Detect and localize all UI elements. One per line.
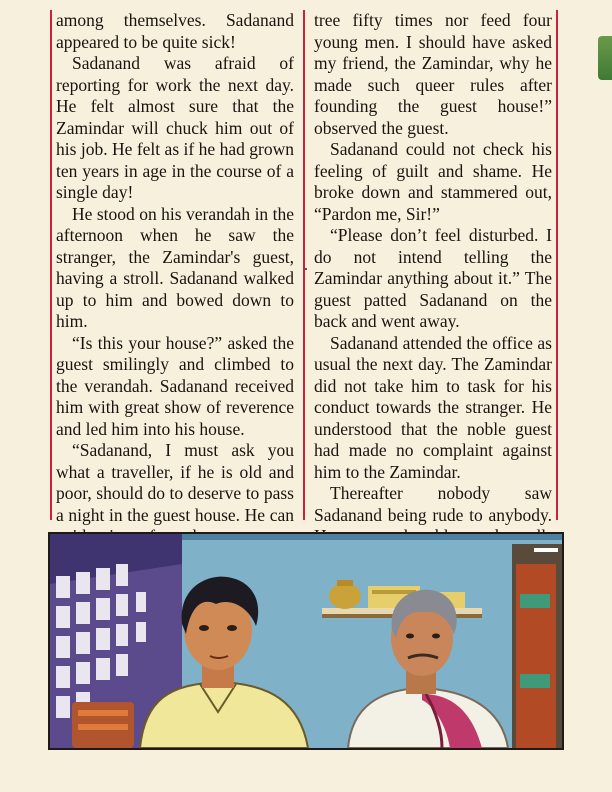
left-column xyxy=(56,10,294,548)
right-column xyxy=(314,10,552,569)
illustration-svg xyxy=(50,534,562,748)
wooden-door xyxy=(512,544,562,748)
left-paragraph-5: “Sadanand, I must ask you what a traveller, if he is old and poor, should do to deserve to pass a night in the guest house. He can xyxy=(56,440,294,525)
right-paragraph-2: Sadanand could not check his feeling of guilt and shame. He broke down and stammered out, “Pardon me, Sir!” xyxy=(314,139,552,224)
column-divider xyxy=(303,10,305,520)
wooden-chair xyxy=(72,702,134,748)
left-paragraph-4: “Is this your house?” asked the guest smilingly and climbed to the verandah. Sadanand received him with great show of reverence and led him into his house. xyxy=(56,332,294,439)
right-paragraph-3: “Please don’t feel disturbed. I do not intend telling the Zamindar anything about it.” The guest patted Sadanand on the back and went away. xyxy=(314,225,552,331)
print-speck xyxy=(305,268,307,270)
left-paragraph-3: He stood on his verandah in the afternoon when he saw the stranger, the Zamindar's guest, having a stroll. Sadanand walked up to him and bowed down to him. xyxy=(56,203,294,331)
green-margin-tab xyxy=(598,36,612,80)
right-paragraph-5: Thereafter nobody saw Sadanand being rude to anybody. xyxy=(314,483,552,525)
right-paragraph-1: tree fifty times nor feed four young men. I should have asked my friend, the Zamindar, why he made such queer rules after founding the guest house!” observed the guest. xyxy=(314,10,552,138)
right-paragraph-4: Sadanand attended the office as usual the next day. The Zamindar did not take him to task for his conduct towards the stranger. He understood that the noble guest had made no complaint against him to the Zamindar. xyxy=(314,332,552,482)
left-paragraph-1: among themselves. Sadanand appeared to be quite sick! xyxy=(56,10,294,52)
left-paragraph-2: Sadanand was afraid of reporting for work the next day. He felt almost sure that the Zamindar will chuck him out of his job. He felt as if he had grown ten years in age in the course of a single day! xyxy=(56,53,294,202)
story-illustration xyxy=(48,532,564,750)
